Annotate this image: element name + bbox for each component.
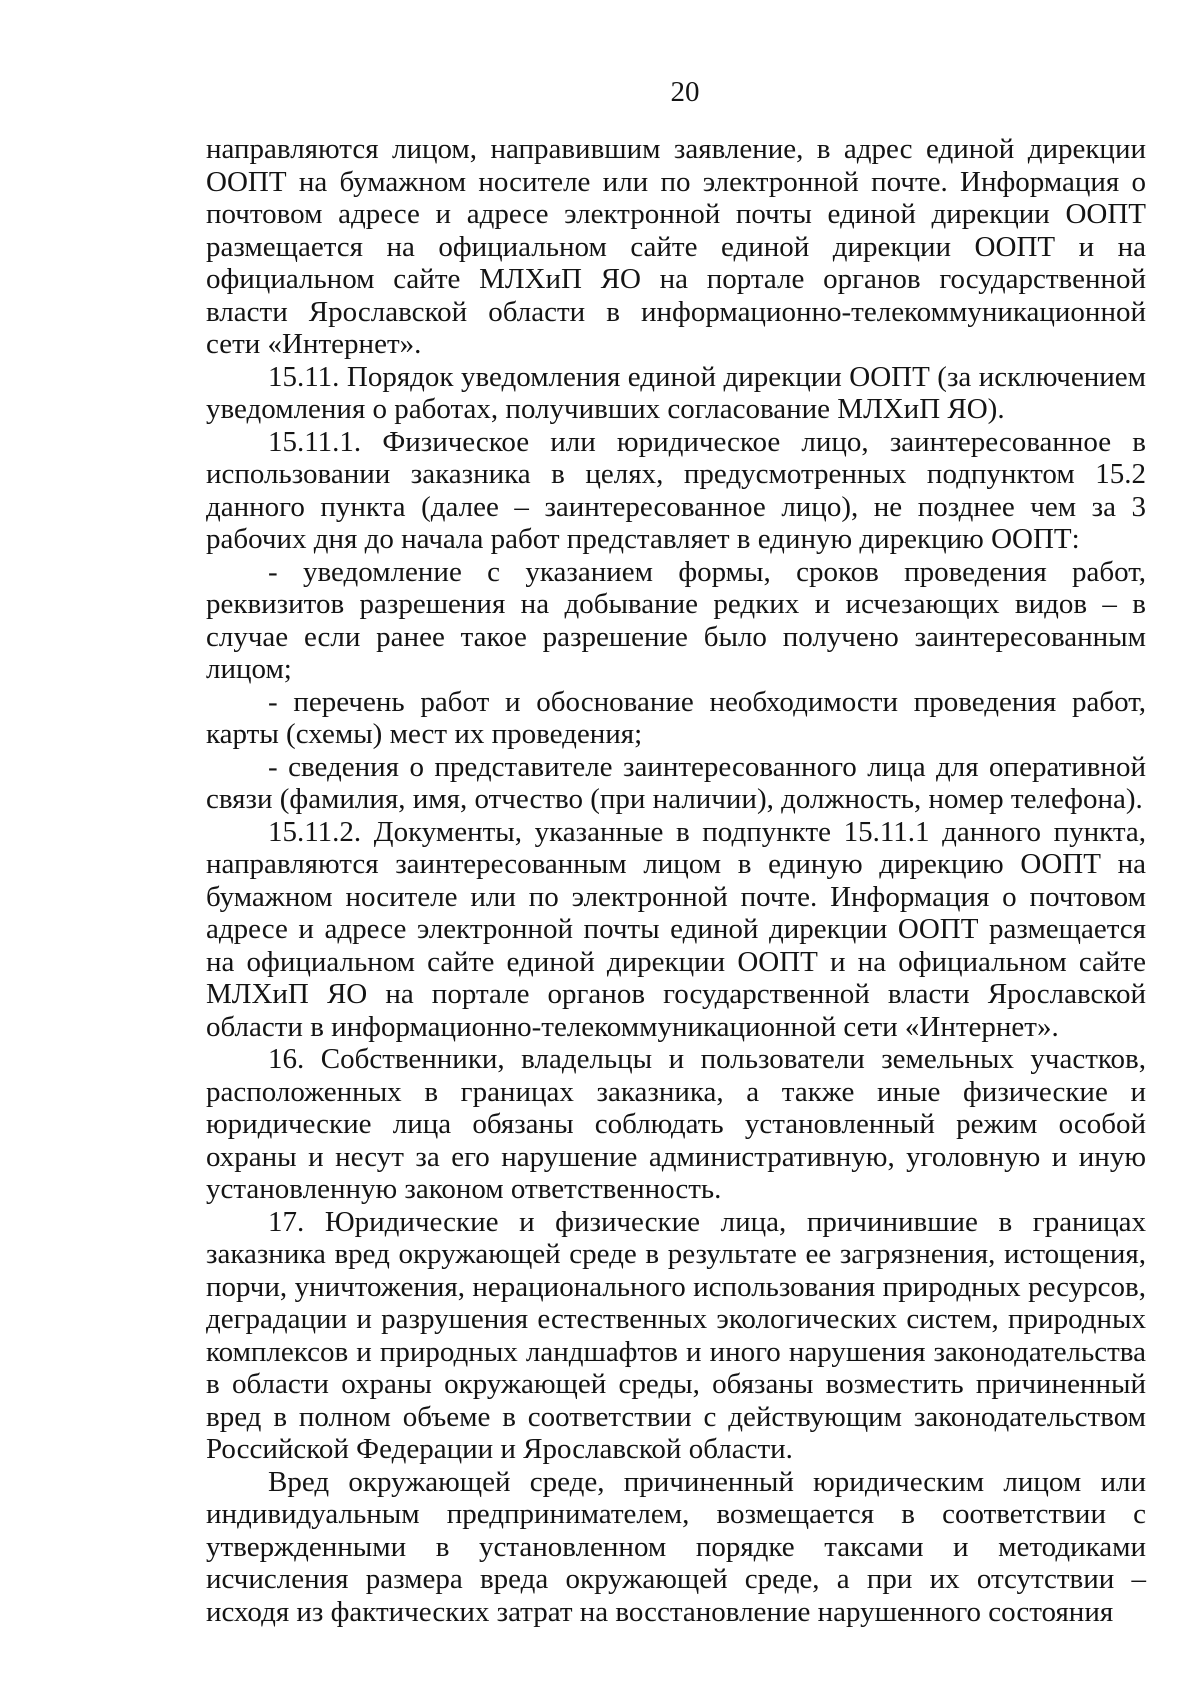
list-item-notification: - уведомление с указанием формы, сроков проведения работ, реквизитов разрешения на добывание редких и исчезающих видов – в случае если ранее такое разрешение было получено заинтересованным лицом; <box>206 555 1146 685</box>
paragraph-continuation: направляются лицом, направившим заявление, в адрес единой дирекции ООПТ на бумажном носителе или по электронной почте. Информация о почтовом адресе и адресе электронной почты единой дирекции ООПТ размещается на официальном сайте единой дирекции ООПТ и на официальном сайте МЛХиП ЯО на портале органов государственной власти Ярославской области в информационно-телекоммуникационной сети «Интернет». <box>206 133 1146 360</box>
paragraph-16: 16. Собственники, владельцы и пользователи земельных участков, расположенных в границах заказника, а также иные физические и юридические лица обязаны соблюдать установленный режим особой охраны и несут за его нарушение административную, уголовную и иную установленную законом ответственность. <box>206 1043 1146 1205</box>
paragraph-15-11-1: 15.11.1. Физическое или юридическое лицо, заинтересованное в использовании заказника в целях, предусмотренных подпунктом 15.2 данного пункта (далее – заинтересованное лицо), не позднее чем за 3 рабочих дня до начала работ представляет в единую дирекцию ООПТ: <box>206 425 1146 555</box>
paragraph-15-11-2: 15.11.2. Документы, указанные в подпункте 15.11.1 данного пункта, направляются заинтересованным лицом в единую дирекцию ООПТ на бумажном носителе или по электронной почте. Информация о почтовом адресе и адресе электронной почты единой дирекции ООПТ размещается на официальном сайте единой дирекции ООПТ и на официальном сайте МЛХиП ЯО на портале органов государственной власти Ярославской области в информационно-телекоммуникационной сети «Интернет». <box>206 815 1146 1043</box>
paragraph-15-11: 15.11. Порядок уведомления единой дирекции ООПТ (за исключением уведомления о работах, получивших согласование МЛХиП ЯО). <box>206 360 1146 425</box>
document-body <box>206 133 1146 1628</box>
paragraph-damage-compensation: Вред окружающей среде, причиненный юридическим лицом или индивидуальным предпринимателем, возмещается в соответствии с утвержденными в установленном порядке таксами и методиками исчисления размера вреда окружающей среде, а при их отсутствии – исходя из фактических затрат на восстановление нарушенного состояния <box>206 1465 1146 1628</box>
list-item-representative: - сведения о представителе заинтересованного лица для оперативной связи (фамилия, имя, отчество (при наличии), должность, номер телефона). <box>206 750 1146 815</box>
page-number: 20 <box>670 76 700 108</box>
paragraph-17: 17. Юридические и физические лица, причинившие в границах заказника вред окружающей среде в результате ее загрязнения, истощения, порчи, уничтожения, нерационального использования природных ресурсов, деградации и разрушения естественных экологических систем, природных комплексов и природных ландшафтов и иного нарушения законодательства в области охраны окружающей среды, обязаны возместить причиненный вред в полном объеме в соответствии с действующим законодательством Российской Федерации и Ярославской области. <box>206 1205 1146 1465</box>
list-item-works-list: - перечень работ и обоснование необходимости проведения работ, карты (схемы) мест их проведения; <box>206 685 1146 750</box>
